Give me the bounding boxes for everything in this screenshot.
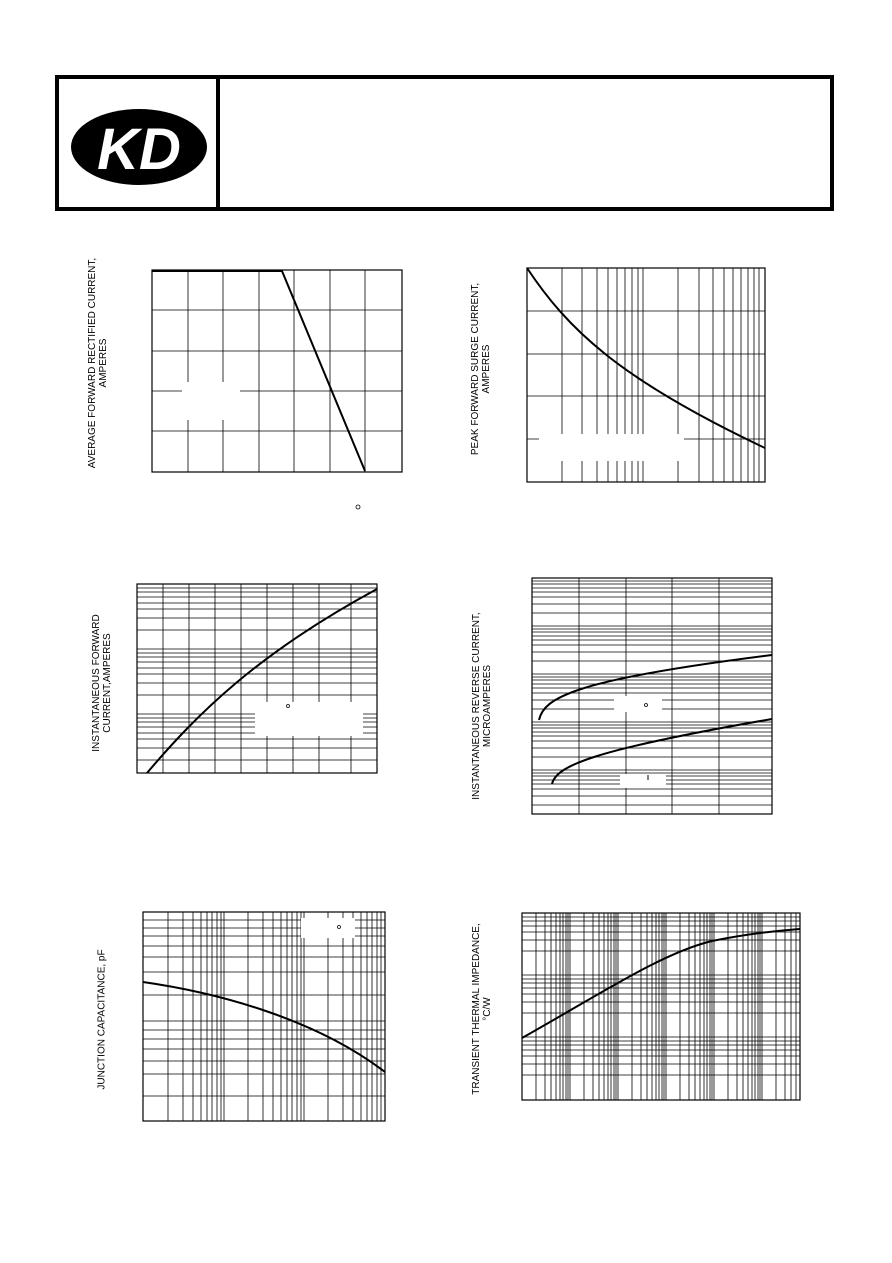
fig1-plot [152, 270, 402, 472]
fig3-degree-mark [285, 703, 291, 709]
fig4-ylabel: INSTANTANEOUS REVERSE CURRENT, MICROAMPERES [471, 612, 493, 800]
header-divider [216, 79, 220, 207]
fig1-derating-curve [152, 271, 365, 471]
fig4-plot [532, 578, 772, 814]
fig5-capacitance-curve [143, 982, 385, 1072]
kd-logo [69, 107, 209, 187]
fig1-ylabel: AVERAGE FORWARD RECTIFIED CURRENT, AMPERES [87, 257, 109, 469]
fig5-plot [143, 912, 385, 1121]
fig4-degree-mark [643, 702, 649, 708]
fig2-plot [527, 268, 765, 482]
header-box [55, 75, 834, 211]
fig3-forward-curve [147, 589, 377, 773]
fig2-ylabel: PEAK FORWARD SURGE CURRENT, AMPERES [470, 282, 492, 456]
fig3-ylabel: INSTANTANEOUS FORWARD CURRENT,AMPERES [91, 614, 113, 752]
fig1-degree-mark [355, 504, 361, 510]
fig5-ylabel: JUNCTION CAPACITANCE, pF [96, 949, 108, 1090]
fig6-ylabel: TRANSIENT THERMAL IMPEDANCE, °C/W [471, 923, 493, 1095]
fig6-plot [522, 913, 800, 1100]
fig2-surge-curve [527, 268, 765, 448]
fig4-small-mark [646, 775, 650, 781]
fig3-plot [137, 584, 377, 773]
fig5-degree-mark [336, 924, 342, 930]
logo-text: KD [97, 117, 181, 182]
